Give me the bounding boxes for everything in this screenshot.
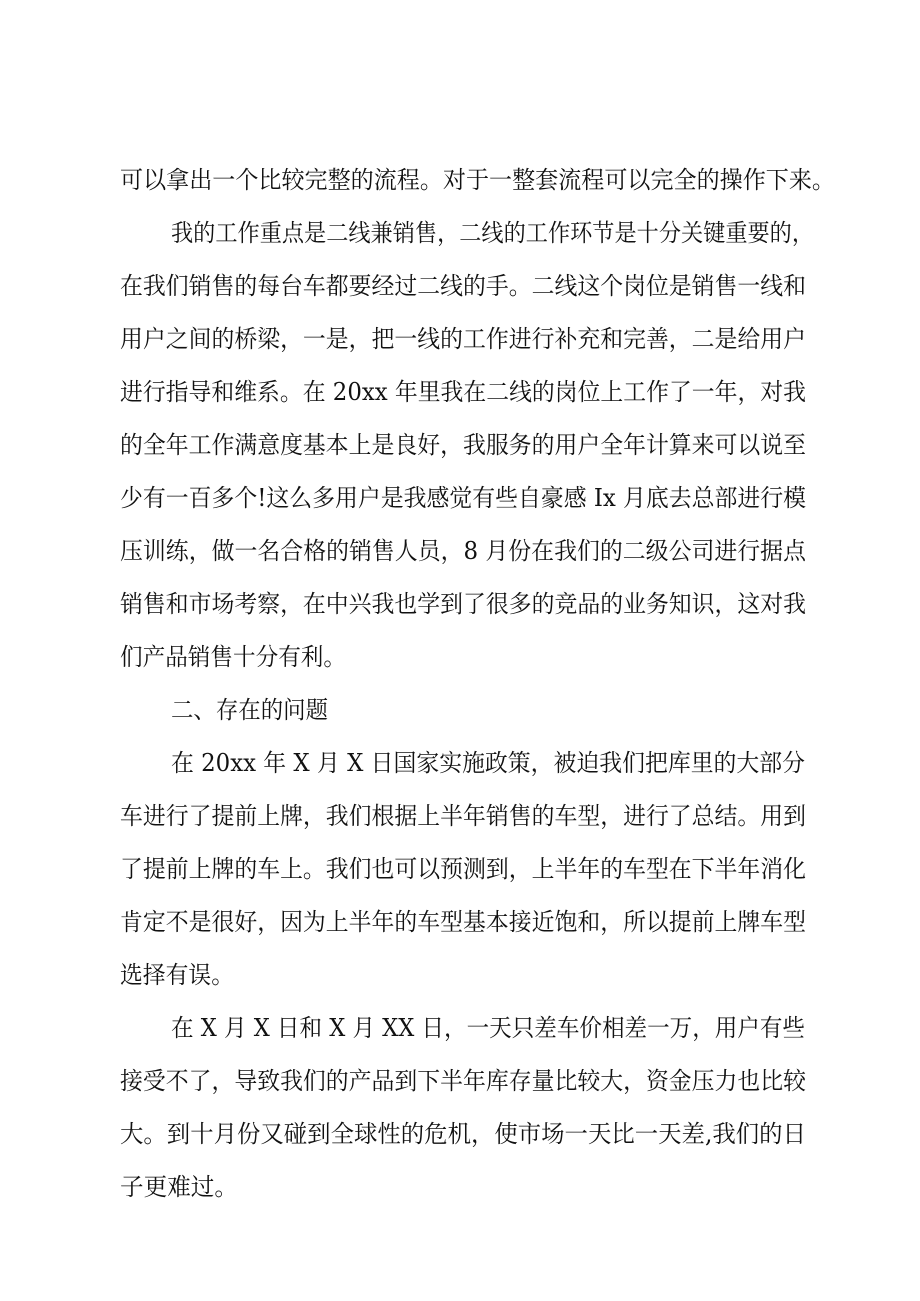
text-line-14: 了提前上牌的车上。我们也可以预测到，上半年的车型在下半年消化 xyxy=(120,855,807,883)
text-line-9: 销售和市场考察，在中兴我也学到了很多的竞品的业务知识，这对我 xyxy=(120,590,807,618)
text-line-20: 子更难过。 xyxy=(120,1173,238,1201)
text-line-19: 大。到十月份又碰到全球性的危机，使市场一天比一天差,我们的日 xyxy=(120,1120,806,1148)
text-line-13: 车进行了提前上牌，我们根据上半年销售的车型，进行了总结。用到 xyxy=(120,802,807,830)
text-line-8: 压训练，做一名合格的销售人员，8 月份在我们的二级公司进行据点 xyxy=(120,537,806,565)
text-line-18: 接受不了，导致我们的产品到下半年库存量比较大，资金压力也比较 xyxy=(120,1067,807,1095)
section-heading: 二、存在的问题 xyxy=(171,696,328,724)
text-line-15: 肯定不是很好，因为上半年的车型基本接近饱和，所以提前上牌车型 xyxy=(120,908,807,936)
text-line-4: 用户之间的桥梁，一是，把一线的工作进行补充和完善，二是给用户 xyxy=(120,325,807,353)
text-line-12: 在 20xx 年 X 月 X 日国家实施政策，被迫我们把库里的大部分 xyxy=(171,749,806,777)
text-line-6: 的全年工作满意度基本上是良好，我服务的用户全年计算来可以说至 xyxy=(120,431,807,459)
text-line-7: 少有一百多个!这么多用户是我感觉有些自豪感 Ix 月底去总部进行模 xyxy=(120,484,807,512)
text-line-16: 选择有误。 xyxy=(120,961,234,989)
text-line-2: 我的工作重点是二线兼销售，二线的工作环节是十分关键重要的， xyxy=(171,219,815,247)
text-line-5: 进行指导和维系。在 20xx 年里我在二线的岗位上工作了一年，对我 xyxy=(120,378,806,406)
text-line-3: 在我们销售的每台车都要经过二线的手。二线这个岗位是销售一线和 xyxy=(120,272,807,300)
text-line-10: 们产品销售十分有利。 xyxy=(120,643,347,671)
text-line-17: 在 X 月 X 日和 X 月 XX 日，一天只差车价相差一万，用户有些 xyxy=(171,1014,806,1042)
text-line-1: 可以拿出一个比较完整的流程。对于一整套流程可以完全的操作下来。 xyxy=(120,166,835,194)
